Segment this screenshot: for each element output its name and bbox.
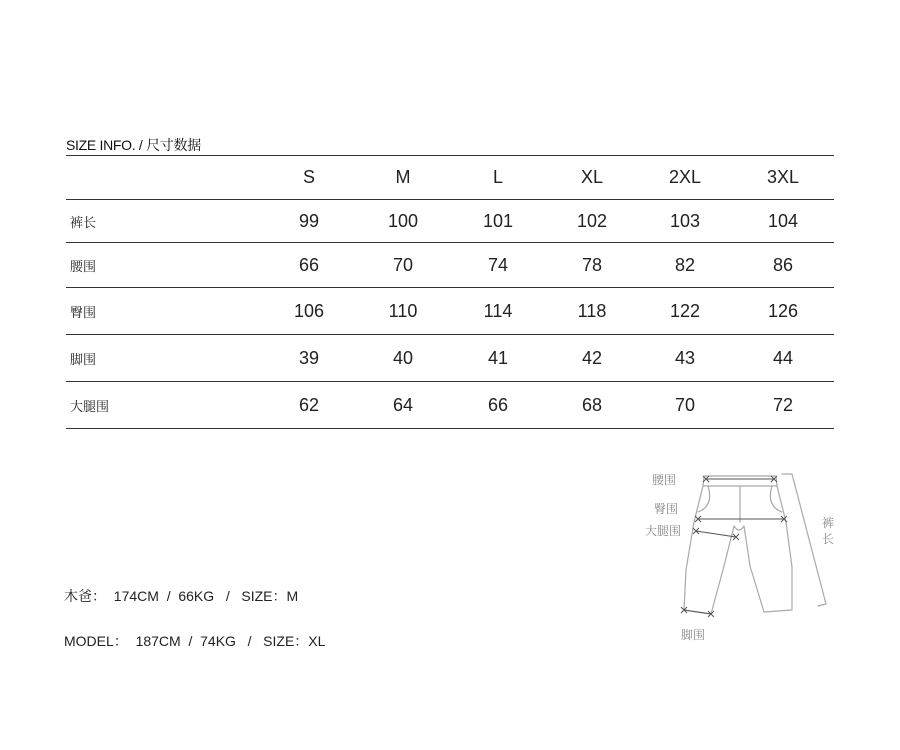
table-cell: 78 (546, 243, 638, 288)
size-header: XL (546, 156, 638, 200)
size-header: 2XL (638, 156, 732, 200)
table-row (66, 335, 834, 382)
table-cell: 103 (638, 200, 732, 243)
size-table (66, 155, 834, 429)
length-label-top: 裤 (822, 516, 835, 530)
table-cell: 70 (638, 382, 732, 429)
table-cell: 74 (450, 243, 546, 288)
table-row (66, 243, 834, 288)
table-cell: 40 (356, 335, 450, 382)
table-header-row (66, 156, 834, 200)
table-cell: 101 (450, 200, 546, 243)
table-cell: 126 (732, 288, 834, 335)
table-cell: 106 (262, 288, 356, 335)
row-label: 腰围 (66, 243, 262, 288)
table-cell: 44 (732, 335, 834, 382)
table-row (66, 200, 834, 243)
hem-label: 脚围 (681, 628, 706, 642)
table-cell: 66 (450, 382, 546, 429)
size-header: 3XL (732, 156, 834, 200)
pants-outline-icon (636, 462, 846, 652)
hip-label: 臀围 (654, 502, 679, 516)
pants-diagram (636, 462, 846, 652)
row-label: 大腿围 (66, 382, 262, 429)
row-label: 脚围 (66, 335, 262, 382)
table-cell: 100 (356, 200, 450, 243)
waist-label: 腰围 (652, 473, 677, 487)
row-label: 臀围 (66, 288, 262, 335)
table-cell: 42 (546, 335, 638, 382)
table-cell: 118 (546, 288, 638, 335)
size-header: M (356, 156, 450, 200)
table-cell: 70 (356, 243, 450, 288)
length-label-bottom: 长 (822, 532, 835, 546)
header-blank (66, 156, 262, 200)
table-cell: 110 (356, 288, 450, 335)
row-label: 裤长 (66, 200, 262, 243)
table-cell: 82 (638, 243, 732, 288)
page-title: SIZE INFO. / 尺寸数据 (66, 137, 201, 153)
table-cell: 72 (732, 382, 834, 429)
table-cell: 99 (262, 200, 356, 243)
table-row (66, 288, 834, 335)
table-cell: 66 (262, 243, 356, 288)
table-cell: 114 (450, 288, 546, 335)
table-cell: 86 (732, 243, 834, 288)
size-header: S (262, 156, 356, 200)
table-cell: 104 (732, 200, 834, 243)
table-cell: 41 (450, 335, 546, 382)
table-cell: 122 (638, 288, 732, 335)
thigh-label: 大腿围 (645, 524, 682, 538)
model-info-1: 木爸： 174CM / 66KG / SIZE：M (64, 588, 299, 604)
table-cell: 102 (546, 200, 638, 243)
model-info-2: MODEL： 187CM / 74KG / SIZE：XL (64, 633, 326, 649)
table-row (66, 382, 834, 429)
size-header: L (450, 156, 546, 200)
table-cell: 39 (262, 335, 356, 382)
table-cell: 68 (546, 382, 638, 429)
table-cell: 62 (262, 382, 356, 429)
table-cell: 43 (638, 335, 732, 382)
table-cell: 64 (356, 382, 450, 429)
